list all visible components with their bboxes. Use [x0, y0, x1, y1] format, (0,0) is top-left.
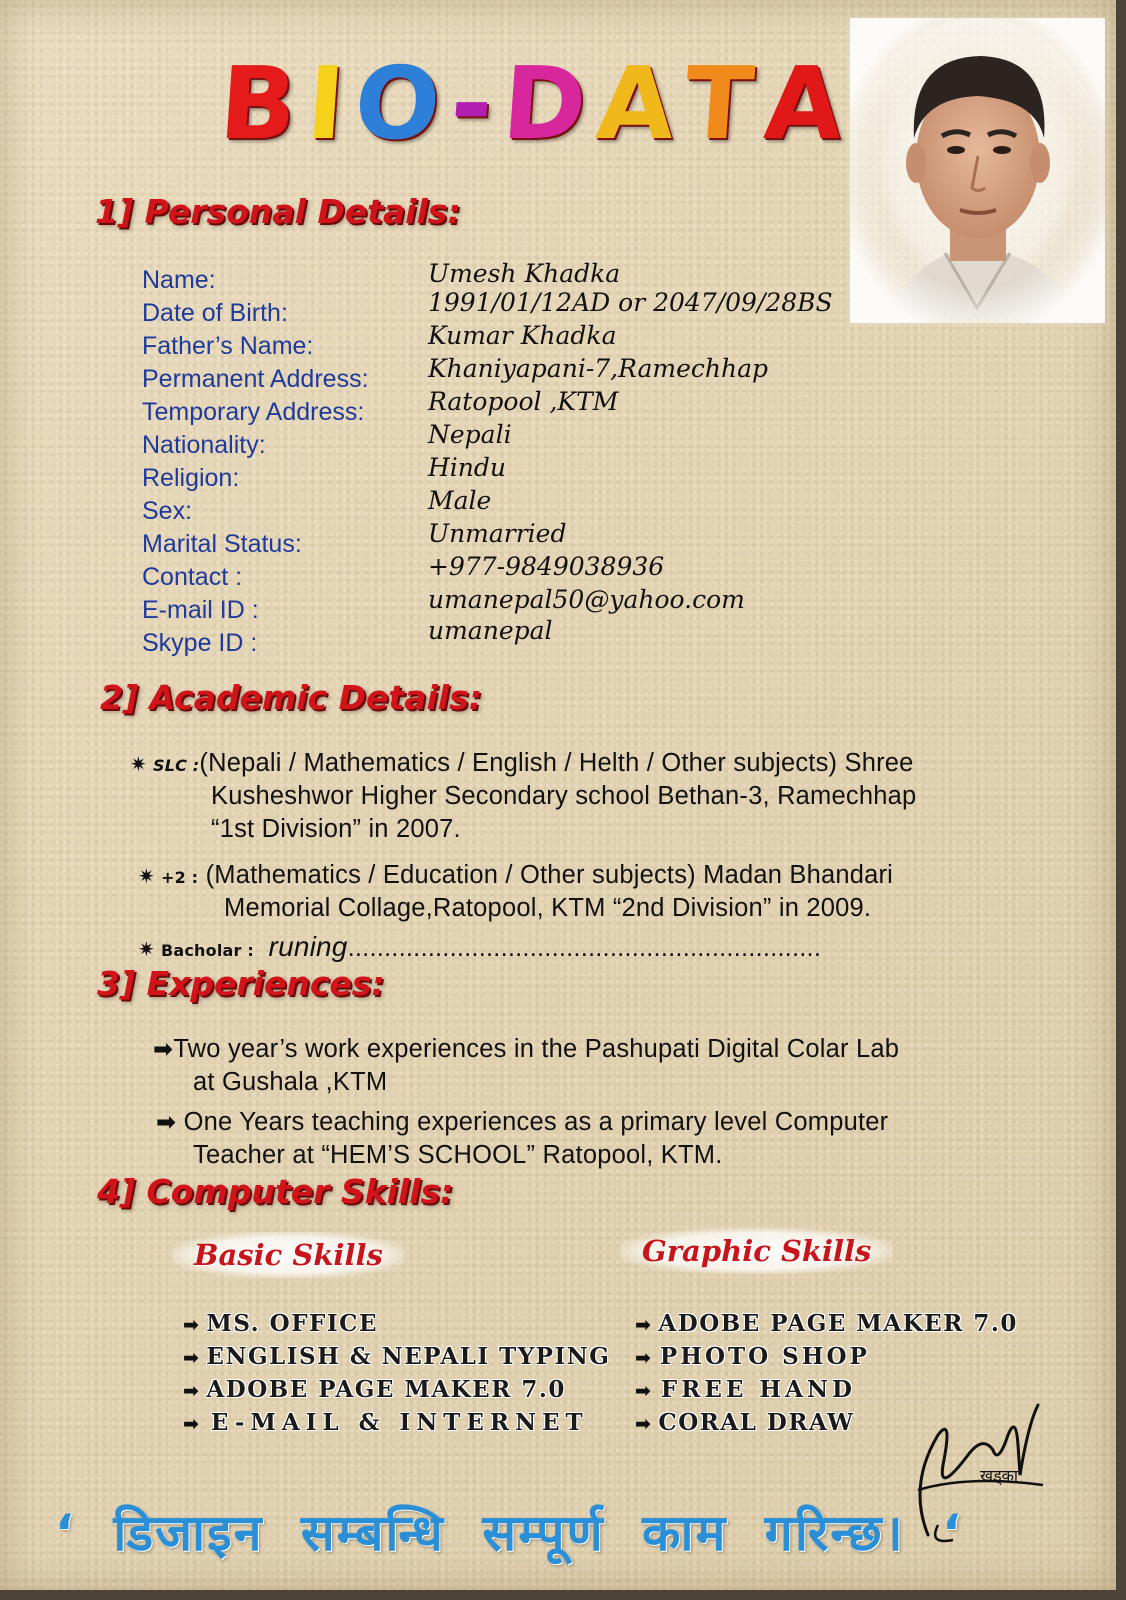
section-heading-academic: 2] Academic Details: — [100, 678, 482, 717]
basic-skills-heading: Basic Skills — [172, 1232, 405, 1278]
graphic-skill-item — [635, 1310, 1018, 1337]
detail-value: Ratopool ,KTM — [428, 387, 619, 416]
detail-row — [0, 616, 1126, 658]
detail-value: Nepali — [428, 420, 512, 449]
arrow-right-icon: ➡ — [183, 1380, 201, 1402]
detail-value: umanepal — [428, 616, 553, 645]
academic-slc — [130, 747, 914, 782]
title-letter: A — [593, 44, 677, 162]
detail-label: Religion: — [142, 464, 240, 492]
graphic-skill-item — [635, 1409, 855, 1436]
detail-label: Skype ID : — [142, 629, 258, 657]
experience-1-line-2: at Gushala ,KTM — [193, 1068, 388, 1096]
detail-label: Sex: — [142, 497, 193, 525]
detail-label: E-mail ID : — [142, 596, 259, 624]
title-letter: T — [681, 44, 756, 162]
graphic-skills-heading: Graphic Skills — [620, 1228, 893, 1274]
skill-label: ADOBE PAGE MAKER 7.0 — [206, 1376, 566, 1403]
plus2-line-1: (Mathematics / Education / Other subjects) Madan Bhandari — [205, 861, 894, 889]
footer-slogan — [55, 1497, 964, 1567]
skill-label: ENGLISH & NEPALI TYPING — [206, 1343, 611, 1370]
basic-skill-item — [183, 1376, 566, 1403]
title-letter: I — [302, 44, 347, 162]
detail-row — [0, 387, 1126, 427]
detail-value: Khaniyapani-7,Ramechhap — [428, 354, 769, 383]
arrow-right-icon: ➡ — [153, 1035, 174, 1063]
experience-1-line-1: Two year’s work experiences in the Pashupati Digital Colar Lab — [173, 1035, 900, 1063]
graphic-skill-item — [635, 1376, 856, 1403]
bachelor-key: Bacholar : — [160, 941, 254, 960]
detail-row — [0, 420, 1126, 460]
academic-bachelor — [138, 930, 821, 967]
detail-value: +977-9849038936 — [428, 552, 665, 581]
footer-open-quote: ‘ — [55, 1504, 76, 1562]
basic-skill-item — [183, 1343, 610, 1370]
arrow-right-icon: ➡ — [635, 1380, 655, 1402]
slc-line-1: (Nepali / Mathematics / English / Helth / Other subjects) Shree — [199, 749, 914, 777]
detail-value: umanepal50@yahoo.com — [428, 585, 745, 614]
star-bullet-icon: ✷ — [138, 939, 155, 961]
skill-label: CORAL DRAW — [658, 1409, 855, 1436]
title-letter: B — [215, 44, 299, 162]
bio-data-title — [215, 44, 845, 162]
skill-label: MS. OFFICE — [206, 1310, 378, 1337]
signature-name: खड्का — [980, 1466, 1019, 1485]
title-letter: O — [351, 44, 443, 162]
experience-2-line-2: Teacher at “HEM’S SCHOOL” Ratopool, KTM. — [193, 1141, 723, 1169]
experience-item-2 — [156, 1106, 888, 1139]
plus2-line-2: Memorial Collage,Ratopool, KTM “2nd Division” in 2009. — [224, 894, 872, 922]
title-letter: D — [499, 44, 589, 162]
skill-label: ADOBE PAGE MAKER 7.0 — [658, 1310, 1018, 1337]
basic-skill-item — [183, 1310, 378, 1337]
detail-label: Contact : — [142, 563, 243, 591]
detail-label: Nationality: — [142, 431, 266, 459]
detail-value: Umesh Khadka — [428, 259, 621, 288]
arrow-right-icon: ➡ — [635, 1314, 653, 1336]
plus2-key: +2 : — [160, 868, 199, 887]
arrow-right-icon: ➡ — [183, 1314, 201, 1336]
detail-value: Unmarried — [428, 519, 567, 548]
skill-label: PHOTO SHOP — [659, 1343, 870, 1370]
detail-value: 1991/01/12AD or 2047/09/28BS — [428, 288, 833, 317]
footer-text: डिजाइन सम्बन्धि सम्पूर्ण काम गरिन्छ। — [113, 1504, 905, 1562]
title-letter: - — [446, 44, 495, 162]
detail-label: Marital Status: — [142, 530, 302, 558]
arrow-right-icon: ➡ — [156, 1108, 177, 1136]
detail-label: Permanent Address: — [142, 365, 369, 393]
academic-plus2 — [138, 859, 893, 894]
basic-skill-item — [183, 1409, 589, 1436]
title-letter: A — [760, 44, 845, 162]
arrow-right-icon: ➡ — [183, 1347, 201, 1369]
experience-item-1 — [153, 1033, 899, 1066]
experience-2-line-1: One Years teaching experiences as a primary level Computer — [183, 1108, 889, 1136]
arrow-right-icon: ➡ — [635, 1347, 654, 1369]
detail-value: Male — [428, 486, 492, 515]
bachelor-value: runing — [268, 931, 348, 962]
star-bullet-icon: ✷ — [138, 866, 155, 888]
skill-label: E-MAIL & INTERNET — [210, 1409, 589, 1436]
section-heading-experience: 3] Experiences: — [97, 964, 385, 1003]
arrow-right-icon: ➡ — [635, 1413, 653, 1435]
detail-value: Hindu — [428, 453, 507, 482]
slc-line-2: Kusheshwor Higher Secondary school Bethan-3, Ramechhap — [211, 782, 917, 810]
skill-label: FREE HAND — [660, 1376, 856, 1403]
section-heading-personal: 1] Personal Details: — [95, 192, 461, 231]
graphic-skill-item — [635, 1343, 870, 1370]
slc-key: SLC : — [152, 756, 200, 775]
detail-label: Temporary Address: — [142, 398, 365, 426]
detail-value: Kumar Khadka — [428, 321, 617, 350]
detail-row — [0, 453, 1126, 493]
detail-label: Name: — [142, 266, 216, 294]
detail-label: Father’s Name: — [142, 332, 314, 360]
detail-label: Date of Birth: — [142, 299, 288, 327]
arrow-right-icon: ➡ — [183, 1413, 205, 1435]
bachelor-dots: ................................................................. — [347, 934, 822, 962]
section-heading-skills: 4] Computer Skills: — [97, 1172, 454, 1211]
footer-close-quote: ‘ — [942, 1504, 964, 1562]
detail-row — [0, 585, 1126, 625]
star-bullet-icon: ✷ — [130, 754, 147, 776]
slc-line-3: “1st Division” in 2007. — [211, 815, 461, 843]
